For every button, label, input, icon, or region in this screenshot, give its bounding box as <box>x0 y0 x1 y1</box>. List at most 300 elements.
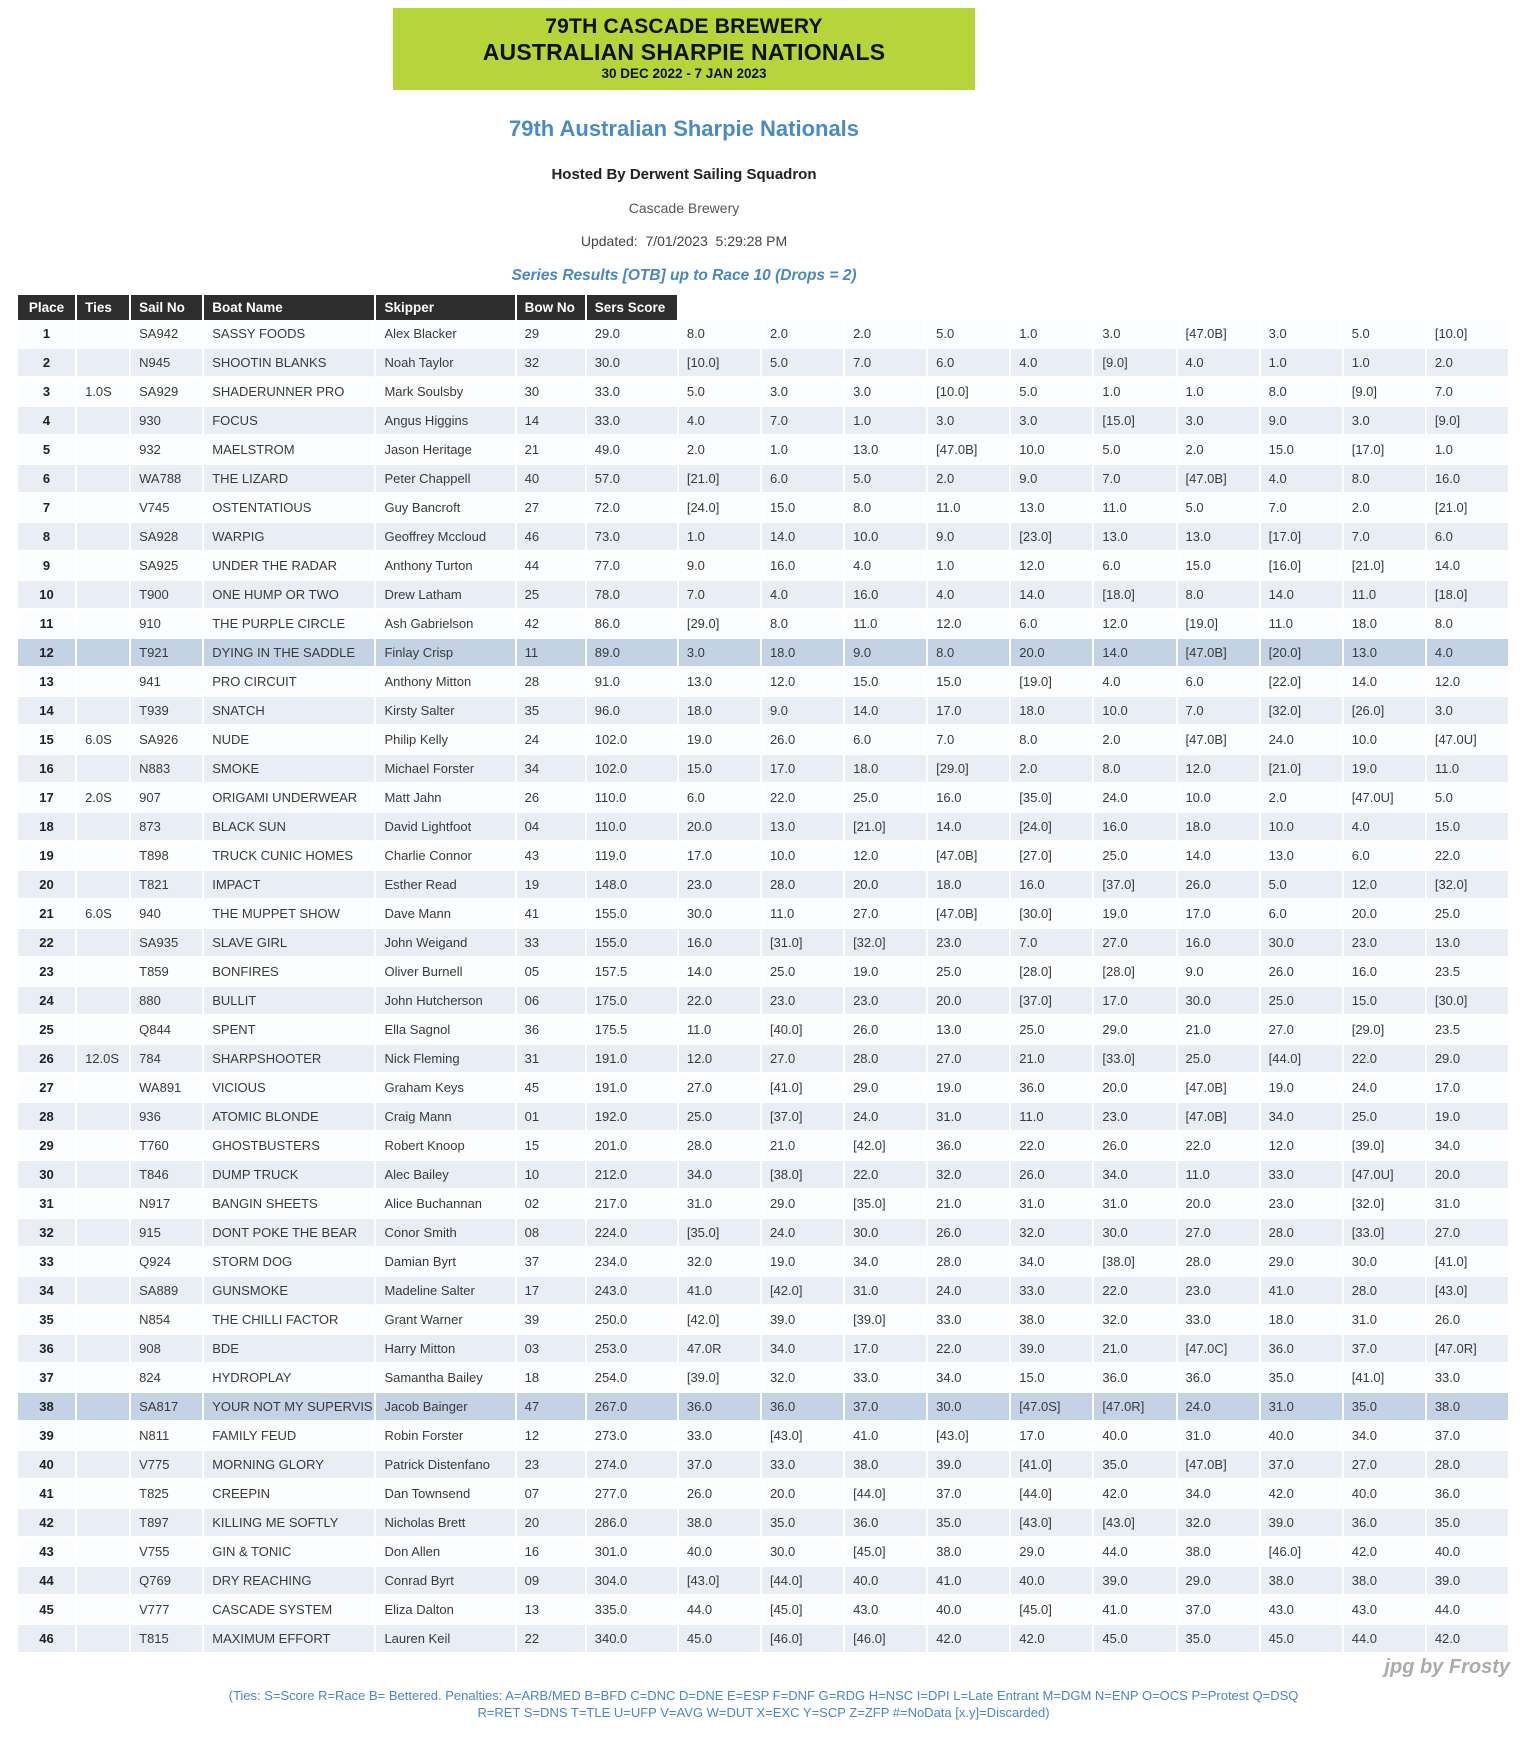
cell-sail-no: SA926 <box>131 726 204 755</box>
cell-race-score: 22.0 <box>762 784 845 813</box>
results-header-row <box>18 295 1510 320</box>
cell-race-score: [37.0] <box>762 1103 845 1132</box>
cell-bow-no: 44 <box>517 552 587 581</box>
table-row <box>18 987 1510 1016</box>
table-row <box>18 1625 1510 1654</box>
cell-race-score: 6.0 <box>762 465 845 494</box>
cell-race-score: 24.0 <box>762 1219 845 1248</box>
cell-bow-no: 11 <box>517 639 587 668</box>
cell-ties <box>77 1161 131 1190</box>
cell-race-score: 1.0 <box>1261 349 1344 378</box>
cell-bow-no: 42 <box>517 610 587 639</box>
cell-race-score: 41.0 <box>679 1277 762 1306</box>
cell-race-score: [47.0R] <box>1094 1393 1177 1422</box>
cell-race-score: 2.0 <box>845 320 928 349</box>
table-row <box>18 523 1510 552</box>
cell-race-score: 16.0 <box>845 581 928 610</box>
cell-ties <box>77 668 131 697</box>
cell-race-score: 26.0 <box>928 1219 1011 1248</box>
cell-race-score: 36.0 <box>1344 1509 1427 1538</box>
cell-race-score: 3.0 <box>1344 407 1427 436</box>
table-row <box>18 436 1510 465</box>
cell-race-score: 37.0 <box>928 1480 1011 1509</box>
cell-skipper: Harry Mitton <box>376 1335 516 1364</box>
cell-race-score: [47.0B] <box>1178 726 1261 755</box>
cell-boat-name: BDE <box>204 1335 376 1364</box>
cell-place: 3 <box>18 378 77 407</box>
cell-skipper: Michael Forster <box>376 755 516 784</box>
cell-race-score: 40.0 <box>1011 1567 1094 1596</box>
cell-sail-no: T846 <box>131 1161 204 1190</box>
cell-series-score: 119.0 <box>587 842 679 871</box>
cell-place: 44 <box>18 1567 77 1596</box>
table-row <box>18 1306 1510 1335</box>
cell-sail-no: T939 <box>131 697 204 726</box>
cell-race-score: 3.0 <box>1011 407 1094 436</box>
cell-series-score: 191.0 <box>587 1045 679 1074</box>
table-row <box>18 1103 1510 1132</box>
cell-race-score: 39.0 <box>1094 1567 1177 1596</box>
cell-race-score: 35.0 <box>1261 1364 1344 1393</box>
cell-race-score: 41.0 <box>1261 1277 1344 1306</box>
cell-race-score: 25.0 <box>1094 842 1177 871</box>
cell-ties <box>77 465 131 494</box>
cell-race-score: 33.0 <box>762 1451 845 1480</box>
cell-race-score: 30.0 <box>762 1538 845 1567</box>
cell-race-score: 2.0 <box>928 465 1011 494</box>
cell-place: 39 <box>18 1422 77 1451</box>
cell-series-score: 33.0 <box>587 407 679 436</box>
table-row <box>18 813 1510 842</box>
cell-race-score: 34.0 <box>1261 1103 1344 1132</box>
hosted-by-text: Hosted By Derwent Sailing Squadron <box>551 166 817 183</box>
cell-race-score: 10.0 <box>1261 813 1344 842</box>
cell-race-score: 31.0 <box>1261 1393 1344 1422</box>
cell-race-score: [47.0C] <box>1178 1335 1261 1364</box>
cell-series-score: 155.0 <box>587 900 679 929</box>
cell-race-score: 17.0 <box>1178 900 1261 929</box>
cell-place: 34 <box>18 1277 77 1306</box>
cell-race-score: 12.0 <box>1427 668 1510 697</box>
cell-bow-no: 04 <box>517 813 587 842</box>
cell-race-score: 40.0 <box>679 1538 762 1567</box>
cell-race-score: 36.0 <box>679 1393 762 1422</box>
cell-race-score: [47.0B] <box>1178 639 1261 668</box>
cell-race-score: 29.0 <box>762 1190 845 1219</box>
cell-race-score: 28.0 <box>1427 1451 1510 1480</box>
cell-race-score: [47.0B] <box>928 436 1011 465</box>
cell-race-score: 21.0 <box>762 1132 845 1161</box>
cell-place: 38 <box>18 1393 77 1422</box>
cell-skipper: Eliza Dalton <box>376 1596 516 1625</box>
cell-series-score: 30.0 <box>587 349 679 378</box>
cell-race-score: 7.0 <box>845 349 928 378</box>
cell-race-score: 22.0 <box>845 1161 928 1190</box>
cell-race-score: 9.0 <box>679 552 762 581</box>
cell-race-score: [9.0] <box>1094 349 1177 378</box>
cell-race-score: 19.0 <box>1427 1103 1510 1132</box>
cell-skipper: Damian Byrt <box>376 1248 516 1277</box>
cell-race-score: 1.0 <box>1094 378 1177 407</box>
cell-bow-no: 28 <box>517 668 587 697</box>
cell-race-score: 16.0 <box>1427 465 1510 494</box>
cell-race-score: 5.0 <box>1427 784 1510 813</box>
cell-skipper: Conor Smith <box>376 1219 516 1248</box>
cell-race-score: 26.0 <box>762 726 845 755</box>
cell-race-score: [47.0B] <box>928 900 1011 929</box>
cell-skipper: Craig Mann <box>376 1103 516 1132</box>
cell-race-score: 25.0 <box>1427 900 1510 929</box>
cell-race-score: 17.0 <box>928 697 1011 726</box>
cell-skipper: Ash Gabrielson <box>376 610 516 639</box>
table-row <box>18 871 1510 900</box>
cell-race-score: 10.0 <box>762 842 845 871</box>
cell-race-score: 30.0 <box>679 900 762 929</box>
cell-race-score: 23.5 <box>1427 958 1510 987</box>
cell-ties <box>77 1364 131 1393</box>
cell-ties <box>77 813 131 842</box>
cell-skipper: Mark Soulsby <box>376 378 516 407</box>
cell-race-score: 22.0 <box>1427 842 1510 871</box>
cell-boat-name: STORM DOG <box>204 1248 376 1277</box>
cell-race-score: [39.0] <box>679 1364 762 1393</box>
cell-bow-no: 10 <box>517 1161 587 1190</box>
cell-ties <box>77 349 131 378</box>
cell-sail-no: T815 <box>131 1625 204 1654</box>
cell-boat-name: MORNING GLORY <box>204 1451 376 1480</box>
cell-race-score: 34.0 <box>1011 1248 1094 1277</box>
cell-race-score: [30.0] <box>1427 987 1510 1016</box>
cell-race-score: 45.0 <box>679 1625 762 1654</box>
cell-ties <box>77 1277 131 1306</box>
cell-series-score: 102.0 <box>587 755 679 784</box>
cell-ties <box>77 494 131 523</box>
cell-race-score: 2.0 <box>1178 436 1261 465</box>
cell-ties <box>77 1190 131 1219</box>
column-header-sail-no: Sail No <box>131 295 204 320</box>
cell-race-score: [41.0] <box>1011 1451 1094 1480</box>
cell-sail-no: SA817 <box>131 1393 204 1422</box>
cell-race-score: 12.0 <box>762 668 845 697</box>
cell-bow-no: 03 <box>517 1335 587 1364</box>
cell-boat-name: YOUR NOT MY SUPERVIS <box>204 1393 376 1422</box>
cell-race-score: [45.0] <box>1011 1596 1094 1625</box>
cell-race-score: 23.0 <box>1178 1277 1261 1306</box>
cell-race-score: 29.0 <box>845 1074 928 1103</box>
cell-race-score: 34.0 <box>1178 1480 1261 1509</box>
cell-race-score: 26.0 <box>1178 871 1261 900</box>
cell-race-score: [47.0B] <box>1178 1074 1261 1103</box>
cell-bow-no: 30 <box>517 378 587 407</box>
cell-race-score: 36.0 <box>845 1509 928 1538</box>
cell-race-score: 36.0 <box>1011 1074 1094 1103</box>
cell-series-score: 175.5 <box>587 1016 679 1045</box>
cell-race-score: [38.0] <box>762 1161 845 1190</box>
cell-race-score: [47.0U] <box>1427 726 1510 755</box>
cell-ties <box>77 1074 131 1103</box>
cell-race-score: 39.0 <box>1427 1567 1510 1596</box>
cell-place: 4 <box>18 407 77 436</box>
cell-race-score: 14.0 <box>928 813 1011 842</box>
cell-race-score: 2.0 <box>762 320 845 349</box>
cell-race-score: 36.0 <box>928 1132 1011 1161</box>
cell-race-score: 3.0 <box>1261 320 1344 349</box>
cell-race-score: 31.0 <box>845 1277 928 1306</box>
cell-race-score: 16.0 <box>1178 929 1261 958</box>
cell-sail-no: 784 <box>131 1045 204 1074</box>
cell-skipper: Peter Chappell <box>376 465 516 494</box>
cell-place: 13 <box>18 668 77 697</box>
cell-race-score: 43.0 <box>845 1596 928 1625</box>
cell-place: 28 <box>18 1103 77 1132</box>
cell-place: 30 <box>18 1161 77 1190</box>
table-row <box>18 1422 1510 1451</box>
cell-race-score: 27.0 <box>1344 1451 1427 1480</box>
cell-race-score: 6.0 <box>845 726 928 755</box>
cell-race-score: 39.0 <box>1011 1335 1094 1364</box>
cell-race-score: 3.0 <box>845 378 928 407</box>
cell-race-score: 25.0 <box>845 784 928 813</box>
cell-sail-no: 880 <box>131 987 204 1016</box>
cell-series-score: 243.0 <box>587 1277 679 1306</box>
cell-race-score: 36.0 <box>1427 1480 1510 1509</box>
column-header-skipper: Skipper <box>376 295 516 320</box>
cell-race-score: 34.0 <box>928 1364 1011 1393</box>
cell-ties <box>77 1567 131 1596</box>
cell-sail-no: 907 <box>131 784 204 813</box>
cell-race-score: 13.0 <box>845 436 928 465</box>
table-row <box>18 668 1510 697</box>
cell-race-score: 27.0 <box>1178 1219 1261 1248</box>
cell-boat-name: TRUCK CUNIC HOMES <box>204 842 376 871</box>
cell-race-score: 9.0 <box>762 697 845 726</box>
cell-race-score: 2.0 <box>1011 755 1094 784</box>
scoring-legend <box>0 1687 1527 1721</box>
cell-race-score: 33.0 <box>928 1306 1011 1335</box>
cell-race-score: 15.0 <box>928 668 1011 697</box>
cell-race-score: 11.0 <box>1178 1161 1261 1190</box>
cell-race-score: 14.0 <box>1178 842 1261 871</box>
cell-place: 23 <box>18 958 77 987</box>
page-header <box>0 0 1368 285</box>
cell-race-score: 33.0 <box>1261 1161 1344 1190</box>
cell-race-score: 3.0 <box>762 378 845 407</box>
cell-race-score: 5.0 <box>1261 871 1344 900</box>
cell-place: 1 <box>18 320 77 349</box>
cell-series-score: 157.5 <box>587 958 679 987</box>
cell-series-score: 340.0 <box>587 1625 679 1654</box>
cell-skipper: Anthony Turton <box>376 552 516 581</box>
cell-race-score: 12.0 <box>679 1045 762 1074</box>
cell-race-score: [47.0R] <box>1427 1335 1510 1364</box>
cell-bow-no: 25 <box>517 581 587 610</box>
cell-series-score: 212.0 <box>587 1161 679 1190</box>
cell-race-score: 41.0 <box>1094 1596 1177 1625</box>
cell-race-score: 40.0 <box>845 1567 928 1596</box>
cell-race-score: [40.0] <box>762 1016 845 1045</box>
cell-skipper: Angus Higgins <box>376 407 516 436</box>
cell-series-score: 57.0 <box>587 465 679 494</box>
cell-race-score: 27.0 <box>1427 1219 1510 1248</box>
cell-race-score: [33.0] <box>1344 1219 1427 1248</box>
cell-race-score: 11.0 <box>1261 610 1344 639</box>
cell-series-score: 33.0 <box>587 378 679 407</box>
cell-race-score: 4.0 <box>928 581 1011 610</box>
cell-race-score: 14.0 <box>679 958 762 987</box>
cell-sail-no: SA928 <box>131 523 204 552</box>
cell-race-score: 32.0 <box>1094 1306 1177 1335</box>
cell-race-score: 4.0 <box>1344 813 1427 842</box>
cell-boat-name: SPENT <box>204 1016 376 1045</box>
cell-race-score: 40.0 <box>1344 1480 1427 1509</box>
cell-series-score: 72.0 <box>587 494 679 523</box>
cell-race-score: 21.0 <box>1094 1335 1177 1364</box>
cell-race-score: 5.0 <box>679 378 762 407</box>
cell-series-score: 253.0 <box>587 1335 679 1364</box>
cell-series-score: 254.0 <box>587 1364 679 1393</box>
cell-race-score: 21.0 <box>1178 1016 1261 1045</box>
cell-race-score: 6.0 <box>679 784 762 813</box>
cell-skipper: Alec Bailey <box>376 1161 516 1190</box>
results-table <box>18 295 1510 1654</box>
cell-race-score: 40.0 <box>1427 1538 1510 1567</box>
cell-race-score: [47.0S] <box>1011 1393 1094 1422</box>
table-row <box>18 610 1510 639</box>
cell-race-score: 13.0 <box>762 813 845 842</box>
cell-skipper: Jacob Bainger <box>376 1393 516 1422</box>
cell-boat-name: DONT POKE THE BEAR <box>204 1219 376 1248</box>
cell-sail-no: SA935 <box>131 929 204 958</box>
cell-race-score: [45.0] <box>845 1538 928 1567</box>
banner-line1: 79TH CASCADE BREWERY <box>545 15 823 38</box>
cell-place: 6 <box>18 465 77 494</box>
cell-ties <box>77 1103 131 1132</box>
cell-sail-no: N811 <box>131 1422 204 1451</box>
cell-race-score: 15.0 <box>679 755 762 784</box>
cell-race-score: 16.0 <box>1094 813 1177 842</box>
cell-race-score: 11.0 <box>928 494 1011 523</box>
cell-bow-no: 12 <box>517 1422 587 1451</box>
cell-bow-no: 40 <box>517 465 587 494</box>
banner-dates: 30 DEC 2022 - 7 JAN 2023 <box>601 66 767 81</box>
cell-race-score: 23.0 <box>762 987 845 1016</box>
cell-race-score: 6.0 <box>1427 523 1510 552</box>
cell-race-score: 42.0 <box>928 1625 1011 1654</box>
cell-boat-name: FAMILY FEUD <box>204 1422 376 1451</box>
cell-race-score: 3.0 <box>1094 320 1177 349</box>
cell-race-score: 20.0 <box>762 1480 845 1509</box>
cell-sail-no: T897 <box>131 1509 204 1538</box>
cell-race-score: [10.0] <box>928 378 1011 407</box>
cell-boat-name: DRY REACHING <box>204 1567 376 1596</box>
cell-bow-no: 39 <box>517 1306 587 1335</box>
table-row <box>18 1190 1510 1219</box>
cell-race-score: [35.0] <box>679 1219 762 1248</box>
cell-series-score: 273.0 <box>587 1422 679 1451</box>
cell-ties <box>77 1132 131 1161</box>
cell-boat-name: SNATCH <box>204 697 376 726</box>
cell-sail-no: 910 <box>131 610 204 639</box>
cell-ties <box>77 1480 131 1509</box>
cell-race-score: 18.0 <box>762 639 845 668</box>
table-row <box>18 1161 1510 1190</box>
cell-race-score: [32.0] <box>1344 1190 1427 1219</box>
cell-bow-no: 08 <box>517 1219 587 1248</box>
cell-series-score: 274.0 <box>587 1451 679 1480</box>
cell-race-score: 41.0 <box>928 1567 1011 1596</box>
cell-race-score: 8.0 <box>845 494 928 523</box>
cell-sail-no: 932 <box>131 436 204 465</box>
cell-place: 18 <box>18 813 77 842</box>
cell-series-score: 102.0 <box>587 726 679 755</box>
cell-race-score: 38.0 <box>1344 1567 1427 1596</box>
cell-race-score: 13.0 <box>1344 639 1427 668</box>
cell-race-score: 32.0 <box>1178 1509 1261 1538</box>
cell-race-score: [46.0] <box>1261 1538 1344 1567</box>
cell-bow-no: 13 <box>517 1596 587 1625</box>
cell-bow-no: 43 <box>517 842 587 871</box>
cell-ties <box>77 1596 131 1625</box>
cell-bow-no: 15 <box>517 1132 587 1161</box>
cell-race-score: 39.0 <box>1261 1509 1344 1538</box>
legend-line-1: (Ties: S=Score R=Race B= Bettered. Penalties: A=ARB/MED B=BFD C=DNC D=DNE E=ESP F=DNF G=RDG H=NSC I=DPI L=Late Entrant M=DGM N=ENP O=OCS P=Protest Q=DSQ <box>228 1688 1299 1703</box>
cell-series-score: 96.0 <box>587 697 679 726</box>
cell-sail-no: Q924 <box>131 1248 204 1277</box>
cell-skipper: Ella Sagnol <box>376 1016 516 1045</box>
cell-place: 11 <box>18 610 77 639</box>
cell-boat-name: OSTENTATIOUS <box>204 494 376 523</box>
cell-race-score: 36.0 <box>1261 1335 1344 1364</box>
table-row <box>18 1509 1510 1538</box>
cell-race-score: 28.0 <box>1178 1248 1261 1277</box>
cell-ties <box>77 436 131 465</box>
cell-sail-no: SA929 <box>131 378 204 407</box>
table-row <box>18 1596 1510 1625</box>
cell-skipper: Alex Blacker <box>376 320 516 349</box>
cell-race-score: 7.0 <box>1178 697 1261 726</box>
cell-race-score: 5.0 <box>845 465 928 494</box>
table-row <box>18 639 1510 668</box>
cell-race-score: 3.0 <box>1427 697 1510 726</box>
cell-skipper: Conrad Byrt <box>376 1567 516 1596</box>
cell-race-score: 18.0 <box>1344 610 1427 639</box>
cell-race-score: 24.0 <box>1344 1074 1427 1103</box>
cell-race-score: [39.0] <box>845 1306 928 1335</box>
cell-series-score: 91.0 <box>587 668 679 697</box>
cell-race-score: 11.0 <box>1427 755 1510 784</box>
cell-race-score: [37.0] <box>1011 987 1094 1016</box>
table-row <box>18 726 1510 755</box>
cell-bow-no: 26 <box>517 784 587 813</box>
cell-boat-name: THE PURPLE CIRCLE <box>204 610 376 639</box>
cell-series-score: 191.0 <box>587 1074 679 1103</box>
cell-series-score: 286.0 <box>587 1509 679 1538</box>
cell-boat-name: THE LIZARD <box>204 465 376 494</box>
cell-race-score: 11.0 <box>1094 494 1177 523</box>
cell-ties: 2.0S <box>77 784 131 813</box>
cell-place: 26 <box>18 1045 77 1074</box>
cell-boat-name: NUDE <box>204 726 376 755</box>
cell-race-score: 15.0 <box>762 494 845 523</box>
cell-race-score: 16.0 <box>928 784 1011 813</box>
cell-race-score: 45.0 <box>1094 1625 1177 1654</box>
cell-race-score: 7.0 <box>1094 465 1177 494</box>
cell-race-score: 6.0 <box>1011 610 1094 639</box>
cell-race-score: 24.0 <box>1178 1393 1261 1422</box>
cell-race-score: [38.0] <box>1094 1248 1177 1277</box>
cell-bow-no: 02 <box>517 1190 587 1219</box>
cell-place: 25 <box>18 1016 77 1045</box>
